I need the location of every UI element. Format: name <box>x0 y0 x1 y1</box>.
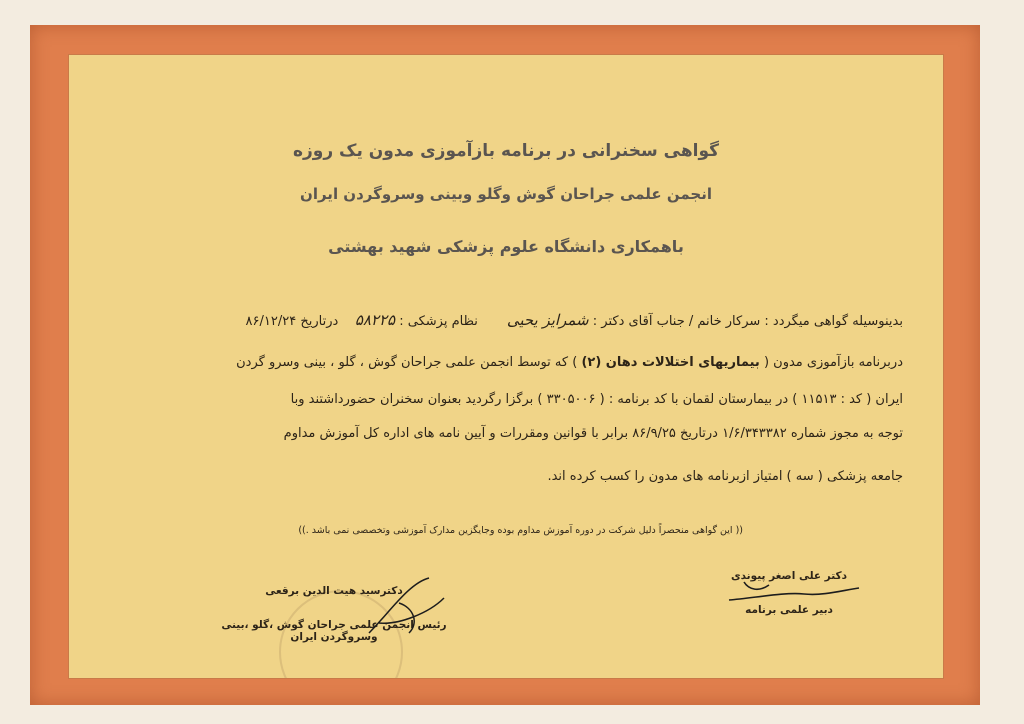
body-line-4: توجه به مجوز شماره ۱/۶/۳۴۳۳۸۲ درتاریخ ۸۶/۹/۲۵ برابر با قوانین ومقررات و آیین نامه های اداره کل آموزش مداوم <box>283 426 903 441</box>
medical-code-label: نظام پزشکی : <box>399 314 478 329</box>
cooperation-line: باهمکاری دانشگاه علوم پزشکی شهید بهشتی <box>328 237 684 256</box>
body-line-2 <box>236 355 903 370</box>
president-signature-scribble <box>359 573 449 643</box>
doctor-name: شمرایز یحیی <box>506 311 589 329</box>
issue-date: ۸۶/۱۲/۲۴ <box>245 314 297 329</box>
body-line-1 <box>246 311 903 329</box>
medical-code: ۵۸۲۲۵ <box>354 311 396 329</box>
line2-end: ) که توسط انجمن علمی جراحان گوش ، گلو ، بینی وسرو گردن <box>236 355 578 370</box>
date-label: درتاریخ <box>300 314 339 329</box>
disclaimer-note: (( این گواهی منحصراً دلیل شرکت در دوره آموزش مداوم بوده وجایگزین مدارک آموزشی وتخصصی نمی باشد .)) <box>298 525 743 536</box>
organizer-name: انجمن علمی جراحان گوش وگلو وبینی وسروگردن ایران <box>300 185 712 203</box>
secretary-title: دبیر علمی برنامه <box>745 604 833 616</box>
body-line-3: ایران ( کد : ۱۱۵۱۳ ) در بیمارستان لقمان با کد برنامه : ( ۳۳۰۵۰۰۶ ) برگزا رگردید بعنوان سخنران حضورداشتند وبا <box>290 392 903 407</box>
secretary-signature-scribble <box>724 570 864 610</box>
president-title: رئیس انجمن علمی جراحان گوش ،گلو ،بینی وسروگردن ایران <box>221 619 447 643</box>
secretary-name: دکتر علی اصغر پیوندی <box>730 570 847 582</box>
certificate-frame <box>30 25 980 705</box>
body-line-5: جامعه پزشکی ( سه ) امتیاز ازبرنامه های مدون را کسب کرده اند. <box>547 469 903 484</box>
line2-start: دربرنامه بازآموزی مدون ( <box>763 355 903 370</box>
certificate-title: گواهی سخنرانی در برنامه بازآموزی مدون یک روزه <box>292 141 720 161</box>
certificate-paper <box>68 54 944 679</box>
president-name: دکترسید هیت الدین برقعی <box>265 585 403 597</box>
program-name: بیماریهای اختلالات دهان (۲) <box>581 355 760 370</box>
intro-text: بدینوسیله گواهی میگردد : سرکار خانم / جناب آقای دکتر : <box>592 314 903 329</box>
